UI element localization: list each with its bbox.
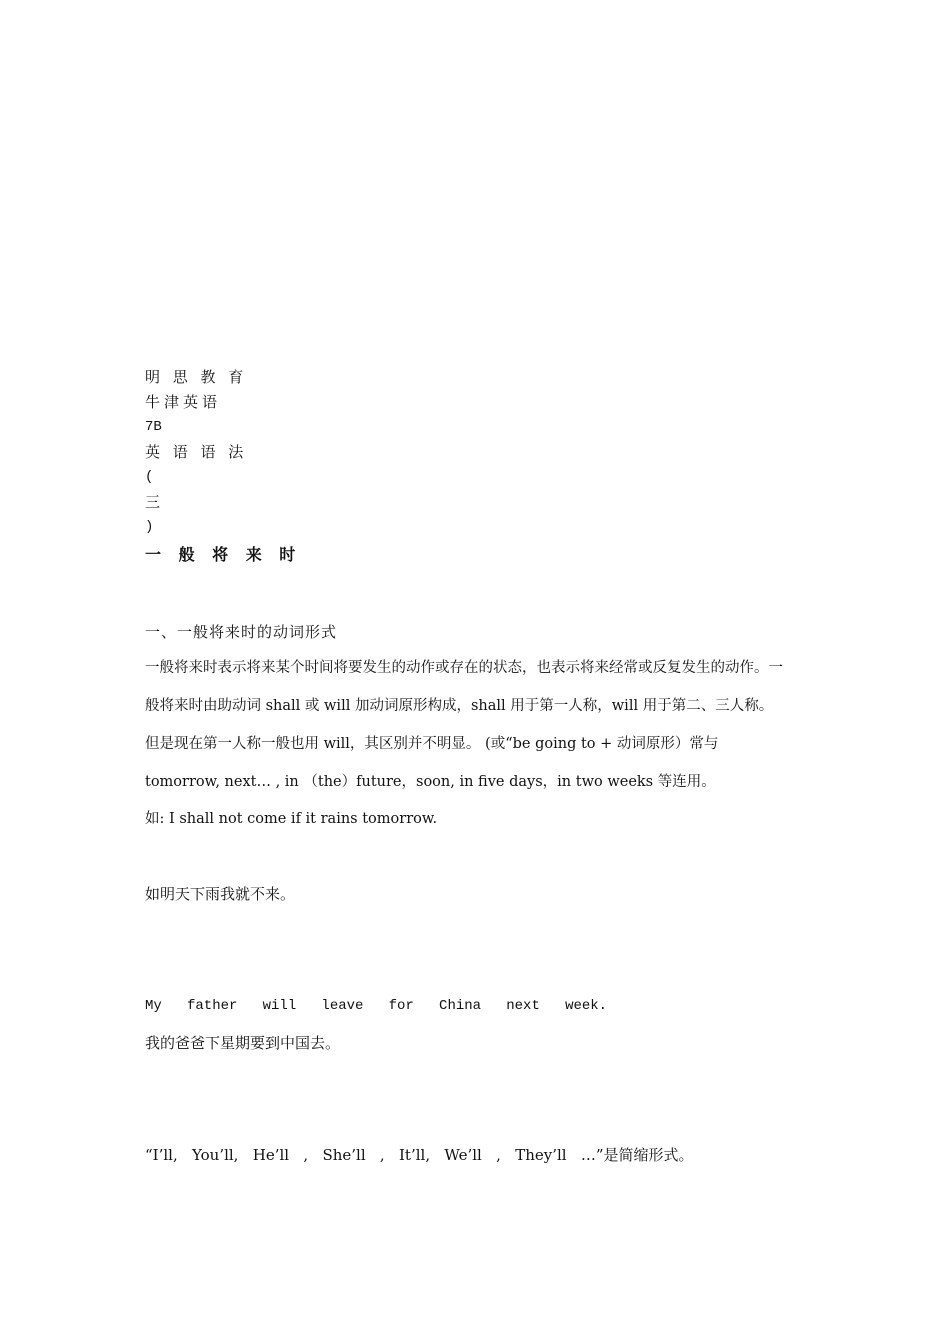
paragraph-line: 一般将来时表示将来某个时间将要发生的动作或存在的状态，也表示将来经常或反复发生的动作。一 [145,660,783,676]
paren-open: ( [145,469,154,485]
paragraph-line: 如: I shall not come if it rains tomorrow. [145,811,438,827]
grade-label: 7B [145,419,162,435]
page-title: 一 般 将 来 时 [145,545,302,564]
book-name: 牛津英语 [145,393,222,411]
paragraph-line: 般将来时由助动词 shall 或 will 加动词原形构成，shall 用于第一人称，will 用于第二、三人称。 [145,698,774,714]
org-name: 明 思 教 育 [145,368,248,386]
paren-close: ) [145,519,154,535]
contractions-note: “I’ll, You’ll, He’ll , She’ll , It’ll, We’ll , They’ll …”是简缩形式。 [145,1146,694,1164]
section-heading: 一、一般将来时的动词形式 [145,623,338,641]
example-2-translation: 我的爸爸下星期要到中国去。 [145,1034,341,1052]
example-2-sentence: My father will leave for China next week. [145,998,608,1014]
part-number: 三 [145,493,161,511]
paragraph-line: 但是现在第一人称一般也用 will，其区别并不明显。 (或“be going to + 动词原形）常与 [145,736,719,752]
example-1-translation: 如明天下雨我就不来。 [145,885,296,903]
subject-label: 英 语 语 法 [145,443,248,461]
paragraph-line: tomorrow, next… , in （the）future，soon, in five days，in two weeks 等连用。 [145,774,716,790]
